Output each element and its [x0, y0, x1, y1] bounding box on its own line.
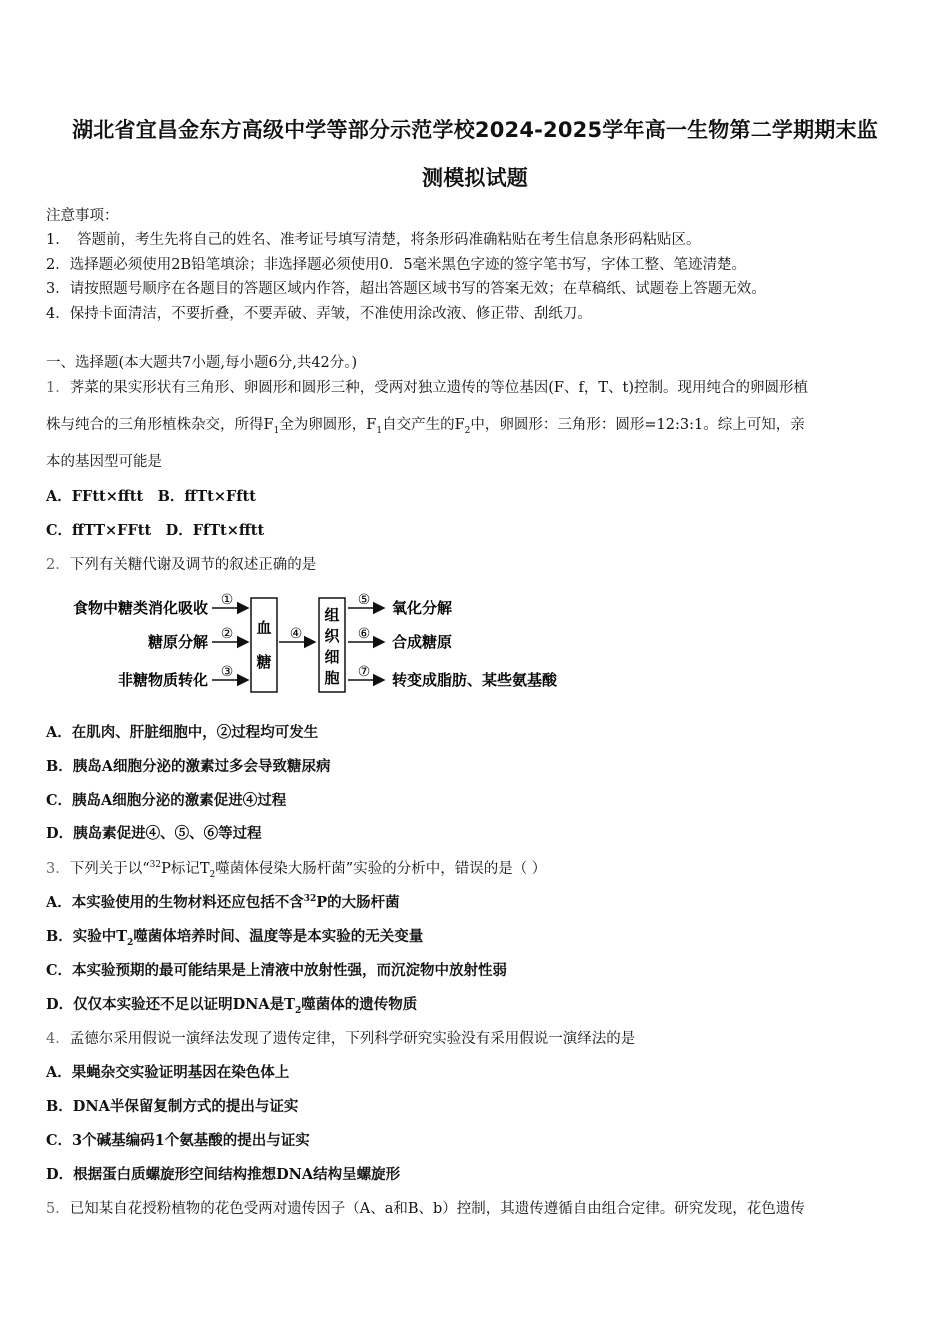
diagram-label-5: ⑤ [357, 592, 371, 608]
question-1-number: 1． [46, 380, 70, 396]
question-1-stem-line-2: 株与纯合的三角形植株杂交，所得$F_1$全为卵圆形，$F_1$自交产生的$F_2$中，卵圆形：三角形：圆形=12:3:1。综上可知，亲 [46, 417, 805, 436]
question-2-stem: 2．下列有关糖代谢及调节的叙述正确的是 [46, 557, 317, 573]
diagram-label-6: ⑥ [357, 626, 371, 642]
question-3-option-b: B．实验中$T_2$噬菌体培养时间、温度等是本实验的无关变量 [46, 928, 424, 948]
section-heading: 一、选择题(本大题共7小题,每小题6分,共42分。) [46, 355, 358, 371]
question-1-options-ab: A．FFtt×fftt B．ffTt×Fftt [46, 488, 256, 505]
diagram-tissue-char-2: 织 [324, 627, 340, 645]
diagram-source-glycogen: 糖原分解 [147, 633, 208, 651]
question-4-option-d: D．根据蛋白质螺旋形空间结构推想DNA结构呈螺旋形 [46, 1166, 401, 1183]
question-5-number: 5． [46, 1201, 70, 1217]
notice-item-3: 3．请按照题号顺序在各题目的答题区域内作答，超出答题区域书写的答案无效；在草稿纸、试题卷上答题无效。 [46, 281, 766, 297]
page-title-line-2: 测模拟试题 [422, 166, 528, 190]
question-2-number: 2． [46, 557, 70, 573]
question-1-options-cd: C．ffTT×FFtt D．FfTt×fftt [46, 522, 265, 539]
question-2-option-d: D．胰岛素促进④、⑤、⑥等过程 [46, 825, 262, 842]
question-5-stem: 5．已知某自花授粉植物的花色受两对遗传因子（A、a和B、b）控制，其遗传遵循自由组合定律。研究发现，花色遗传 [46, 1201, 805, 1217]
diagram-tissue-char-1: 组 [324, 606, 340, 624]
diagram-result-oxidation: 氧化分解 [392, 599, 453, 617]
diagram-label-3: ③ [220, 664, 234, 680]
question-3-stem: 3．下列关于以“$^{32}$P标记$T_2$噬菌体侵染大肠杆菌”实验的分析中，错误的是（ ） [46, 860, 547, 880]
diagram-blood-char-2: 糖 [256, 653, 272, 671]
question-4-number: 4． [46, 1031, 70, 1047]
question-3-option-a: A．本实验使用的生物材料还应包括不含$^{32}$P的大肠杆菌 [46, 894, 400, 911]
question-3-option-c: C．本实验预期的最可能结果是上清液中放射性强，而沉淀物中放射性弱 [46, 962, 508, 979]
diagram-tissue-char-3: 细 [324, 648, 340, 666]
question-3-number: 3． [46, 861, 70, 877]
diagram-result-fat: 转变成脂肪、某些氨基酸 [392, 671, 558, 689]
question-4-option-a: A．果蝇杂交实验证明基因在染色体上 [46, 1064, 290, 1081]
diagram-result-glycogen: 合成糖原 [392, 633, 453, 651]
sugar-metabolism-diagram [40, 588, 600, 698]
diagram-source-nonsugar: 非糖物质转化 [117, 671, 208, 689]
question-3-option-d: D．仅仅本实验还不足以证明DNA是$T_2$噬菌体的遗传物质 [46, 996, 418, 1016]
diagram-label-2: ② [220, 626, 234, 642]
notice-item-4: 4．保持卡面清洁，不要折叠，不要弄破、弄皱，不准使用涂改液、修正带、刮纸刀。 [46, 306, 592, 322]
diagram-label-7: ⑦ [357, 664, 371, 680]
question-2-option-c: C．胰岛A细胞分泌的激素促进④过程 [46, 792, 287, 809]
question-4-stem: 4．孟德尔采用假说一演绎法发现了遗传定律，下列科学研究实验没有采用假说一演绎法的是 [46, 1031, 636, 1047]
page-title-line-1: 湖北省宜昌金东方高级中学等部分示范学校2024-2025学年高一生物第二学期期末监 [72, 118, 878, 142]
diagram-label-4: ④ [289, 626, 303, 642]
notice-heading: 注意事项： [46, 208, 119, 224]
diagram-tissue-char-4: 胞 [324, 669, 340, 687]
question-1-stem-line-3: 本的基因型可能是 [46, 454, 162, 470]
diagram-source-food: 食物中糖类消化吸收 [72, 599, 208, 617]
diagram-label-1: ① [220, 592, 234, 608]
notice-item-1: 1． 答题前，考生先将自己的姓名、准考证号填写清楚，将条形码准确粘贴在考生信息条形码粘贴区。 [46, 232, 701, 248]
notice-item-2: 2．选择题必须使用2B铅笔填涂；非选择题必须使用0．5毫米黑色字迹的签字笔书写，字体工整、笔迹清楚。 [46, 257, 747, 273]
question-2-option-b: B．胰岛A细胞分泌的激素过多会导致糖尿病 [46, 758, 331, 775]
question-2-option-a: A．在肌肉、肝脏细胞中，②过程均可发生 [46, 724, 319, 741]
question-4-option-b: B．DNA半保留复制方式的提出与证实 [46, 1098, 299, 1115]
diagram-blood-char-1: 血 [256, 619, 272, 637]
question-4-option-c: C．3个碱基编码1个氨基酸的提出与证实 [46, 1132, 310, 1149]
diagram-blood-box [251, 598, 277, 692]
question-1-stem-line-1: 1．荠菜的果实形状有三角形、卵圆形和圆形三种，受两对独立遗传的等位基因(F、f，T、t)控制。现用纯合的卵圆形植 [46, 380, 808, 396]
